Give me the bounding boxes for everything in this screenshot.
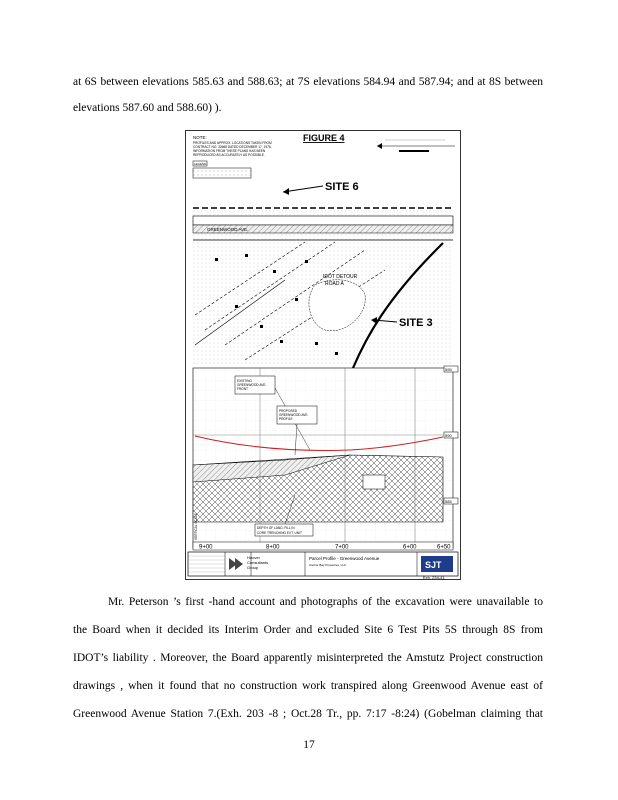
note-line: PROFILES AND APPROX. LOCATIONS TAKEN FROM [193, 141, 272, 145]
elevation-label: 595 [445, 367, 452, 372]
text-line: elevations 587.60 and 588.60) ). [73, 102, 222, 114]
title-block [188, 552, 458, 576]
text-line: IDOT’s liability . Moreover, the Board apparently misinterpreted the Amstutz Project construction [73, 652, 543, 664]
callout-text: PROPOSED [279, 409, 298, 413]
note-line: REPRODUCED AS ACCURATELY AS POSSIBLE. [193, 153, 265, 157]
project-subtitle: Anchor Bay Properties, LLC [309, 563, 347, 567]
figure-title: FIGURE 4 [303, 133, 345, 143]
callout-text: GREENWOOD AVE. [237, 383, 267, 387]
detour-label: ROAD A [325, 281, 344, 287]
callout-text: PROFILE [279, 417, 293, 421]
plan-view [193, 181, 453, 368]
elevation-label: 585 [445, 499, 452, 504]
company-name: Group [247, 565, 259, 570]
elevation-label: 590 [445, 433, 452, 438]
legend-label: LEGEND [194, 162, 207, 166]
station-label: 6+00 [403, 544, 417, 551]
vertical-scale-label: VERTICAL SCALE [194, 513, 198, 540]
site-3-label: SITE 3 [399, 317, 433, 329]
station-label: 7+00 [335, 544, 349, 551]
station-label: 6+50 [437, 544, 451, 551]
text-line: Mr. Peterson ’s first -hand account and photographs of the excavation were unavailable to [108, 596, 543, 608]
text-line: at 6S between elevations 585.63 and 588.63; at 7S elevations 584.94 and 587.94; and at 8S between [73, 76, 543, 88]
text-line: drawings , when it found that no construction work transpired along Greenwood Avenue east of [73, 680, 543, 692]
project-title: Parcel Profile - Greenwood Avenue [309, 556, 380, 561]
note-heading: NOTE: [193, 135, 207, 140]
callout-text: GREENWOOD AVE. [279, 413, 309, 417]
stamp-logo: SJT [425, 560, 442, 570]
profile-view [193, 366, 458, 551]
callout-text: CORE TRENCHING EXT. UNIT [257, 531, 302, 535]
figure-4-drawing [185, 130, 461, 580]
note-line: INFORMATION FROM THESE PLANS HAS BEEN [193, 149, 266, 153]
station-label: 8+00 [266, 544, 280, 551]
note-line: CONTRACT NO. 32668 DATED DECEMBER 17, 1976. [193, 145, 272, 149]
callout-text: FRONT [237, 387, 248, 391]
site-6-label: SITE 6 [325, 181, 359, 193]
legend-swatch [193, 168, 251, 178]
company-name: Hoover [247, 555, 260, 560]
text-line: the Board when it decided its Interim Order and excluded Site 6 Test Pits 5S through 8S from [73, 624, 543, 636]
street-label: GREENWOOD AVE. [207, 227, 249, 232]
callout-text: DEPTH OF LAND, FILL IN [257, 526, 295, 530]
detour-label: IDOT DETOUR [323, 274, 358, 280]
text-line: Greenwood Avenue Station 7.(Exh. 203 -8 ; Oct.28 Tr., pp. 7:17 -8:24) (Gobelman claiming that [73, 708, 543, 720]
exhibit-label: Exh. 234-41 [423, 575, 445, 580]
page-number: 17 [303, 739, 315, 751]
station-label: 9+00 [199, 544, 213, 551]
callout-text: EXISTING [237, 379, 252, 383]
company-name: Consultants [247, 560, 269, 565]
